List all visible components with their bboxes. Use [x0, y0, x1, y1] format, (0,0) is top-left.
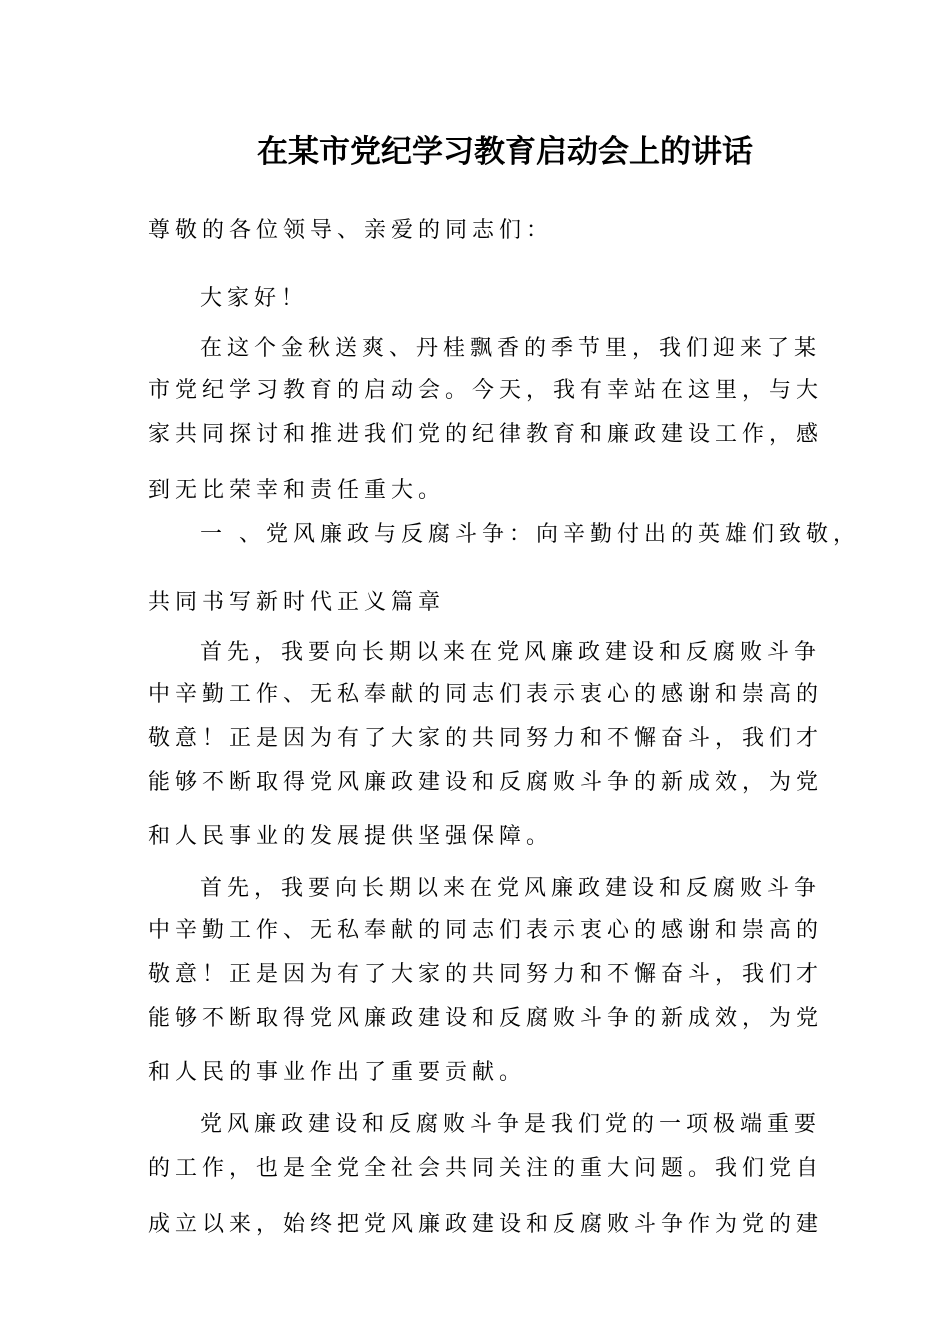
paragraph-1-line-2: 市党纪学习教育的启动会。今天，我有幸站在这里，与大 — [148, 378, 824, 403]
paragraph-1-line-4: 到无比荣幸和责任重大。 — [148, 478, 446, 503]
paragraph-2-line-3: 敬意！正是因为有了大家的共同努力和不懈奋斗，我们才 — [148, 726, 824, 751]
paragraph-1-line-1: 在这个金秋送爽、丹桂飘香的季节里，我们迎来了某 — [200, 336, 822, 361]
salutation: 尊敬的各位领导、亲爱的同志们： — [148, 218, 554, 243]
paragraph-3-line-2: 中辛勤工作、无私奉献的同志们表示衷心的感谢和崇高的 — [148, 918, 824, 943]
paragraph-1-line-3: 家共同探讨和推进我们党的纪律教育和廉政建设工作，感 — [148, 422, 824, 447]
section-heading-line-2: 共同书写新时代正义篇章 — [148, 590, 446, 615]
paragraph-3-line-4: 能够不断取得党风廉政建设和反腐败斗争的新成效，为党 — [148, 1006, 824, 1031]
paragraph-3-line-3: 敬意！正是因为有了大家的共同努力和不懈奋斗，我们才 — [148, 962, 824, 987]
paragraph-4-line-2: 的工作，也是全党全社会共同关注的重大问题。我们党自 — [148, 1156, 824, 1181]
paragraph-4-line-3: 成立以来，始终把党风廉政建设和反腐败斗争作为党的建 — [148, 1212, 824, 1237]
greeting: 大家好！ — [200, 286, 309, 311]
paragraph-3-line-1: 首先，我要向长期以来在党风廉政建设和反腐败斗争 — [200, 876, 822, 901]
paragraph-2-line-1: 首先，我要向长期以来在党风廉政建设和反腐败斗争 — [200, 640, 822, 665]
paragraph-2-line-4: 能够不断取得党风廉政建设和反腐败斗争的新成效，为党 — [148, 770, 824, 795]
paragraph-2-line-2: 中辛勤工作、无私奉献的同志们表示衷心的感谢和崇高的 — [148, 682, 824, 707]
section-heading-line-1: 一 、党风廉政与反腐斗争：向辛勤付出的英雄们致敬， — [200, 522, 860, 547]
paragraph-2-line-5: 和人民事业的发展提供坚强保障。 — [148, 824, 554, 849]
document-title: 在某市党纪学习教育启动会上的讲话 — [257, 134, 753, 170]
paragraph-3-line-5: 和人民的事业作出了重要贡献。 — [148, 1060, 527, 1085]
paragraph-4-line-1: 党风廉政建设和反腐败斗争是我们党的一项极端重要 — [200, 1112, 822, 1137]
